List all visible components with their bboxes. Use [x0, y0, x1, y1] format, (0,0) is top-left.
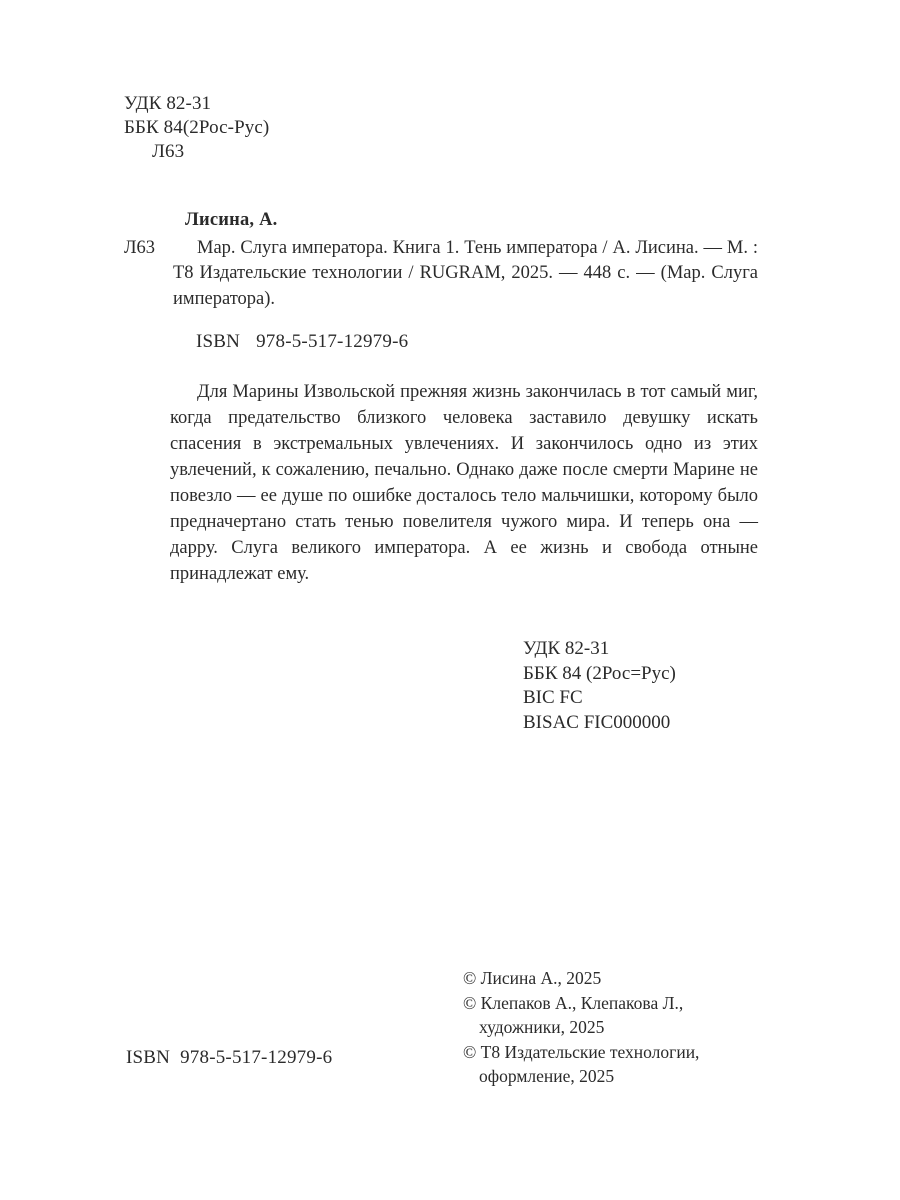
- bisac-code: BISAC FIC000000: [523, 711, 671, 733]
- biblio-body: [124, 236, 758, 313]
- copyright-line-artists: © Клепаков А., Клепакова Л., художники, 2025: [463, 992, 684, 1037]
- bbk-code: ББК 84(2Рос-Рус): [124, 117, 270, 138]
- top-classification-codes: [124, 92, 269, 164]
- bibliographic-record: [124, 208, 758, 312]
- bic-code: BIC FC: [523, 687, 583, 708]
- copyright-block: [463, 966, 763, 1089]
- right-bbk-code: ББК 84 (2Рос=Рус): [523, 662, 676, 684]
- right-classification-codes: [523, 637, 676, 735]
- author-heading: Лисина, А.: [185, 210, 278, 230]
- isbn-bottom-value: 978-5-517-12979-6: [180, 1047, 333, 1068]
- isbn-bottom: [126, 1047, 332, 1069]
- shelfmark-code: Л63: [152, 141, 185, 162]
- copyright-line-author: © Лисина А., 2025: [463, 968, 602, 988]
- copyright-line-publisher: © Т8 Издательские технологии, оформление, 2025: [463, 1041, 700, 1086]
- annotation-paragraph: Для Марины Извольской прежняя жизнь закончилась в тот самый миг, когда предательство близкого человека заставило девушку искать спасения в экстремальных увлечениях. И закончилось одно из этих увлечений, к сожалению, печально. Однако даже после смерти Марине не повезло — ее душе по ошибке досталось тело мальчишки, которому было предначертано стать тенью повелителя чужого мира. И теперь она — дарру. Слуга великого императора. А ее жизнь и свобода отныне принадлежат ему.: [170, 382, 758, 584]
- right-udk-code: УДК 82-31: [523, 638, 610, 659]
- isbn-record: [196, 331, 408, 353]
- isbn-label: ISBN: [196, 331, 241, 352]
- biblio-description: Мар. Слуга императора. Книга 1. Тень императора / А. Лисина. — М. : Т8 Издательские технологии / RUGRAM, 2025. — 448 с. — (Мар. Слуга императора).: [173, 237, 758, 309]
- udk-code: УДК 82-31: [124, 93, 212, 114]
- biblio-shelfmark: Л63: [124, 237, 156, 258]
- isbn-bottom-label: ISBN: [126, 1047, 171, 1068]
- isbn-value: 978-5-517-12979-6: [256, 331, 409, 352]
